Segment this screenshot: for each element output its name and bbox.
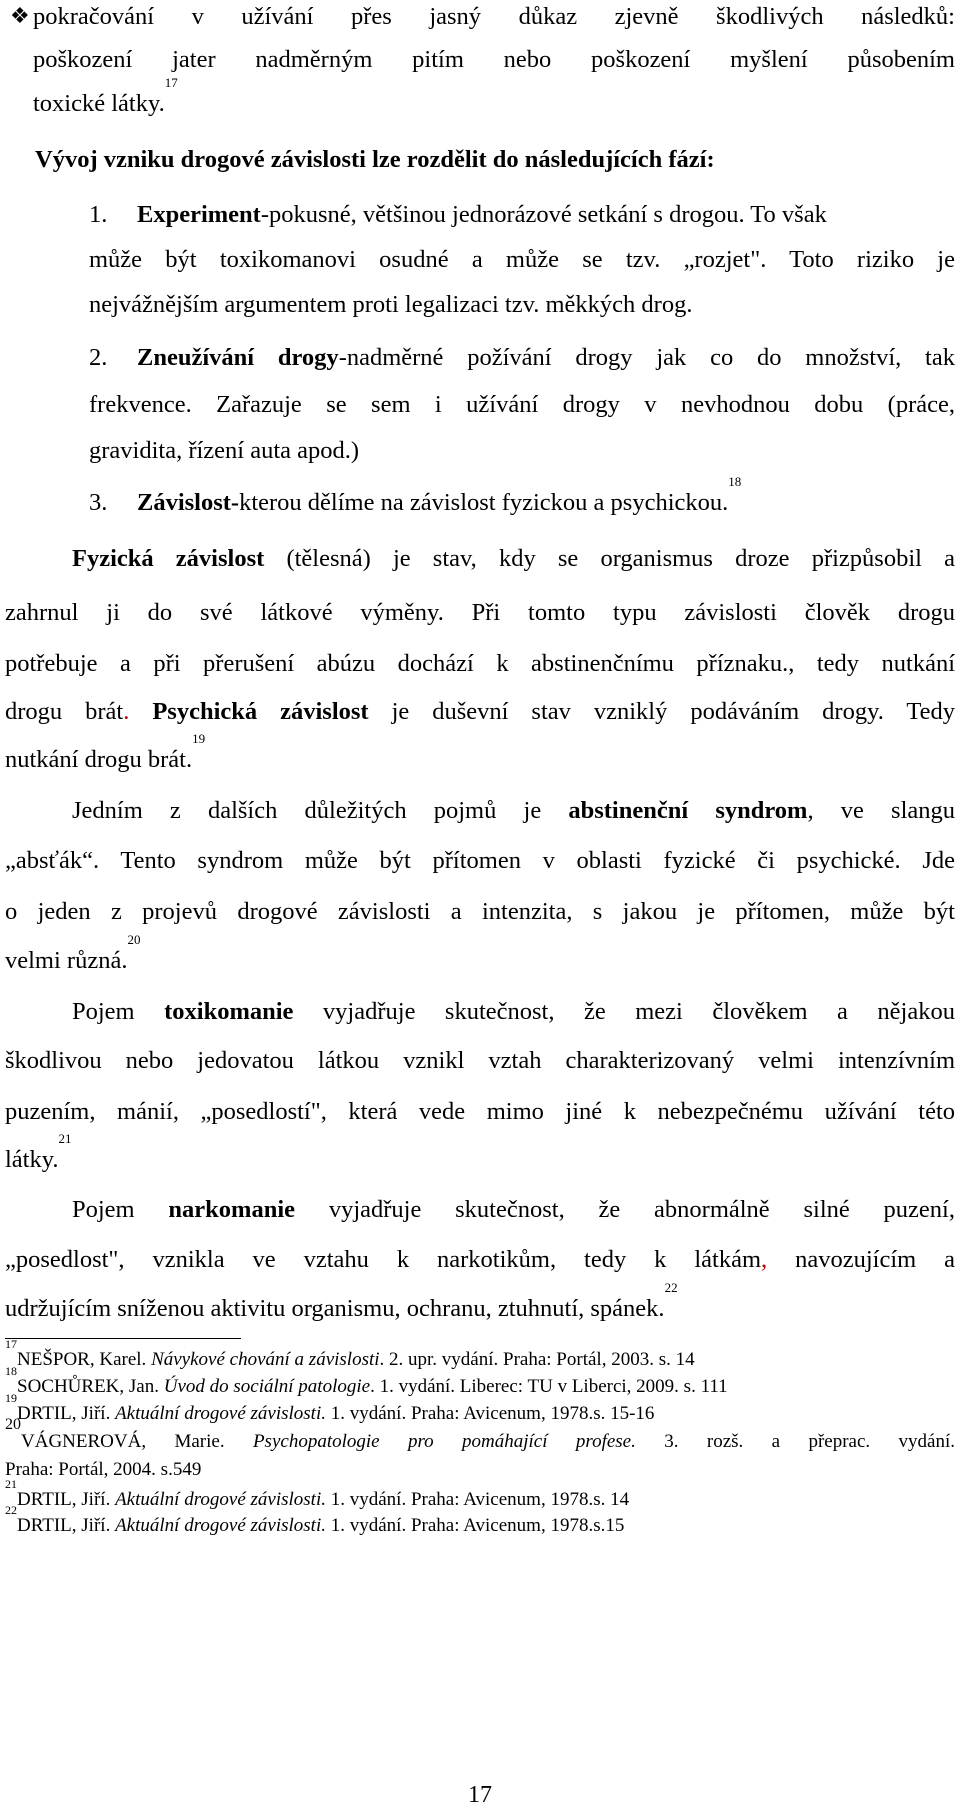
text: pokračování v užívání přes jasný důkaz zjevně škodlivých následků: (33, 3, 955, 30)
paragraph-3-line-3 (5, 1097, 955, 1127)
paragraph-3-line-2 (5, 1046, 955, 1076)
author: DRTIL, Jiří. (17, 1489, 116, 1510)
footnote-number: 19 (5, 1391, 17, 1405)
text: frekvence. Zařazuje se sem i užívání drogy v nevhodnou dobu (práce, (89, 391, 955, 418)
text: „absťák“. Tento syndrom může být přítomen v oblasti fyzické či psychické. Jde (5, 847, 955, 874)
text: Pojem (72, 998, 165, 1025)
text: nutkání drogu brát. (5, 746, 193, 773)
text: zahrnul ji do své látkové výměny. Při tomto typu závislosti člověk drogu (5, 599, 955, 626)
text: „posedlost", vznikla ve vztahu k narkotikům, tedy k látkám (5, 1246, 762, 1273)
text: škodlivou nebo jedovatou látkou vznikl vztah charakterizovaný velmi intenzívním (5, 1047, 955, 1074)
list-item-1-line-2 (89, 245, 955, 275)
list-term: Zneužívání drogy (137, 344, 339, 371)
book-title: Psychopatologie pro pomáhající profese. (252, 1431, 636, 1452)
book-title: Aktuální drogové závislosti. (115, 1403, 326, 1424)
text: . (123, 698, 130, 725)
footnote-ref-22: 22 (664, 1280, 678, 1295)
author: NEŠPOR, Karel. (17, 1349, 152, 1370)
footnote-17 (5, 1337, 955, 1372)
publication: . 1. vydání. Liberec: TU v Liberci, 2009. s. 111 (370, 1376, 728, 1397)
heading-text: Vývoj vzniku drogové závislosti lze rozdělit do následujících fází: (35, 146, 715, 173)
footnote-ref-17: 17 (164, 75, 178, 90)
text: puzením, mánií, „posedlostí", která vede mimo jiné k nebezpečnému užívání této (5, 1098, 955, 1125)
text: velmi různá. (5, 947, 128, 974)
term: Psychická závislost (152, 698, 369, 725)
paragraph-2-line-4 (5, 932, 955, 976)
text: potřebuje a při přerušení abúzu dochází k abstinenčnímu příznaku., tedy nutkání (5, 650, 955, 677)
text: udržujícím sníženou aktivitu organismu, ochranu, ztuhnutí, spánek. (5, 1295, 665, 1322)
author: VÁGNEROVÁ, Marie. (21, 1431, 253, 1452)
text: může být toxikomanovi osudné a může se tzv. „rozjet". Toto riziko je (89, 246, 955, 273)
footnote-number: 17 (5, 1337, 17, 1351)
paragraph-1-line-3 (5, 649, 955, 679)
paragraph-1-line-4 (5, 697, 955, 727)
footnote-20 (5, 1416, 955, 1454)
paragraph-2-line-2 (5, 846, 955, 876)
list-term: Experiment (137, 201, 261, 228)
publication: . 2. upr. vydání. Praha: Portál, 2003. s. 14 (379, 1349, 695, 1370)
footnote-ref-19: 19 (192, 731, 206, 746)
text: kterou dělíme na závislost fyzickou a psychickou. (239, 489, 729, 516)
list-item-2-line-1 (89, 343, 955, 373)
book-title: Aktuální drogové závislosti. (115, 1515, 326, 1536)
list-item-3-line-1 (89, 474, 955, 518)
author: SOCHŮREK, Jan. (17, 1376, 164, 1397)
text: je duševní stav vzniklý podáváním drogy. Tedy (368, 698, 956, 725)
section-heading (35, 145, 955, 175)
term: narkomanie (168, 1196, 296, 1223)
bullet-item-line-1 (33, 2, 955, 32)
paragraph-4-line-1 (72, 1195, 955, 1225)
bullet-item-line-2 (33, 45, 955, 75)
text: toxické látky. (33, 90, 165, 117)
term: toxikomanie (164, 998, 294, 1025)
publication: Praha: Portál, 2004. s.549 (5, 1459, 202, 1480)
author: DRTIL, Jiří. (17, 1403, 116, 1424)
paragraph-1-line-1 (72, 544, 955, 574)
text: látky. (5, 1146, 59, 1173)
footnote-number: 21 (5, 1477, 17, 1491)
footnote-ref-21: 21 (58, 1131, 72, 1146)
list-item-1-line-3 (89, 290, 955, 320)
list-number: 1. (89, 201, 108, 228)
term: Fyzická závislost (72, 545, 265, 572)
footnote-22 (5, 1503, 955, 1538)
paragraph-4-line-2 (5, 1245, 955, 1275)
footnote-number: 20 (5, 1416, 21, 1433)
text: vyjadřuje skutečnost, že abnormálně silné puzení, (295, 1196, 955, 1223)
text: (tělesná) je stav, kdy se organismus droze přizpůsobil a (264, 545, 955, 572)
list-number: 2. (89, 344, 108, 371)
text: , (761, 1246, 768, 1273)
paragraph-1-line-5 (5, 731, 955, 775)
publication: 1. vydání. Praha: Avicenum, 1978.s. 14 (326, 1489, 630, 1510)
text: nejvážnějším argumentem proti legalizaci tzv. měkkých drog. (89, 291, 693, 318)
term: abstinenční syndrom (568, 797, 808, 824)
list-term: Závislost- (137, 489, 240, 516)
footnote-ref-20: 20 (127, 932, 141, 947)
book-title: Návykové chování a závislosti (151, 1349, 380, 1370)
text: Pojem (72, 1196, 169, 1223)
publication: 1. vydání. Praha: Avicenum, 1978.s. 15-16 (326, 1403, 655, 1424)
list-item-2-line-2 (89, 390, 955, 420)
text: o jeden z projevů drogové závislosti a intenzita, s jakou je přítomen, může být (5, 898, 955, 925)
text: gravidita, řízení auta apod.) (89, 437, 360, 464)
paragraph-2-line-3 (5, 897, 955, 927)
text: -pokusné, většinou jednorázové setkání s drogou. To však (260, 201, 827, 228)
list-item-1-line-1 (89, 200, 955, 230)
footnote-19 (5, 1391, 955, 1426)
page-number: 17 (468, 1782, 492, 1808)
footnote-number: 22 (5, 1503, 17, 1517)
footnote-21 (5, 1477, 955, 1512)
text: -nadměrné požívání drogy jak co do množství, tak (338, 344, 955, 371)
footnote-number: 18 (5, 1364, 17, 1378)
paragraph-3-line-4 (5, 1131, 955, 1175)
book-title: Aktuální drogové závislosti. (115, 1489, 326, 1510)
author: DRTIL, Jiří. (17, 1515, 116, 1536)
text: poškození jater nadměrným pitím nebo poškození myšlení působením (33, 46, 955, 73)
footnote-ref-18: 18 (728, 474, 742, 489)
publication: 1. vydání. Praha: Avicenum, 1978.s.15 (326, 1515, 625, 1536)
footnote-18 (5, 1364, 955, 1399)
text: , ve slangu (807, 797, 956, 824)
list-number: 3. (89, 489, 108, 516)
text: vyjadřuje skutečnost, že mezi člověkem a nějakou (293, 998, 955, 1025)
bullet-item-line-3 (33, 75, 955, 119)
text: Jedním z dalších důležitých pojmů je (72, 797, 569, 824)
text: drogu brát (5, 698, 124, 725)
book-title: Úvod do sociální patologie (163, 1376, 371, 1397)
paragraph-1-line-2 (5, 598, 955, 628)
text: navozujícím a (767, 1246, 955, 1273)
paragraph-2-line-1 (72, 796, 955, 826)
footnote-20-continuation (5, 1458, 955, 1482)
footnote-separator (5, 1338, 241, 1339)
list-item-2-line-3 (89, 436, 955, 466)
paragraph-3-line-1 (72, 997, 955, 1027)
publication: 3. rozš. a přeprac. vydání. (635, 1431, 955, 1452)
bullet-icon: ❖ (10, 4, 30, 29)
paragraph-4-line-3 (5, 1280, 955, 1324)
